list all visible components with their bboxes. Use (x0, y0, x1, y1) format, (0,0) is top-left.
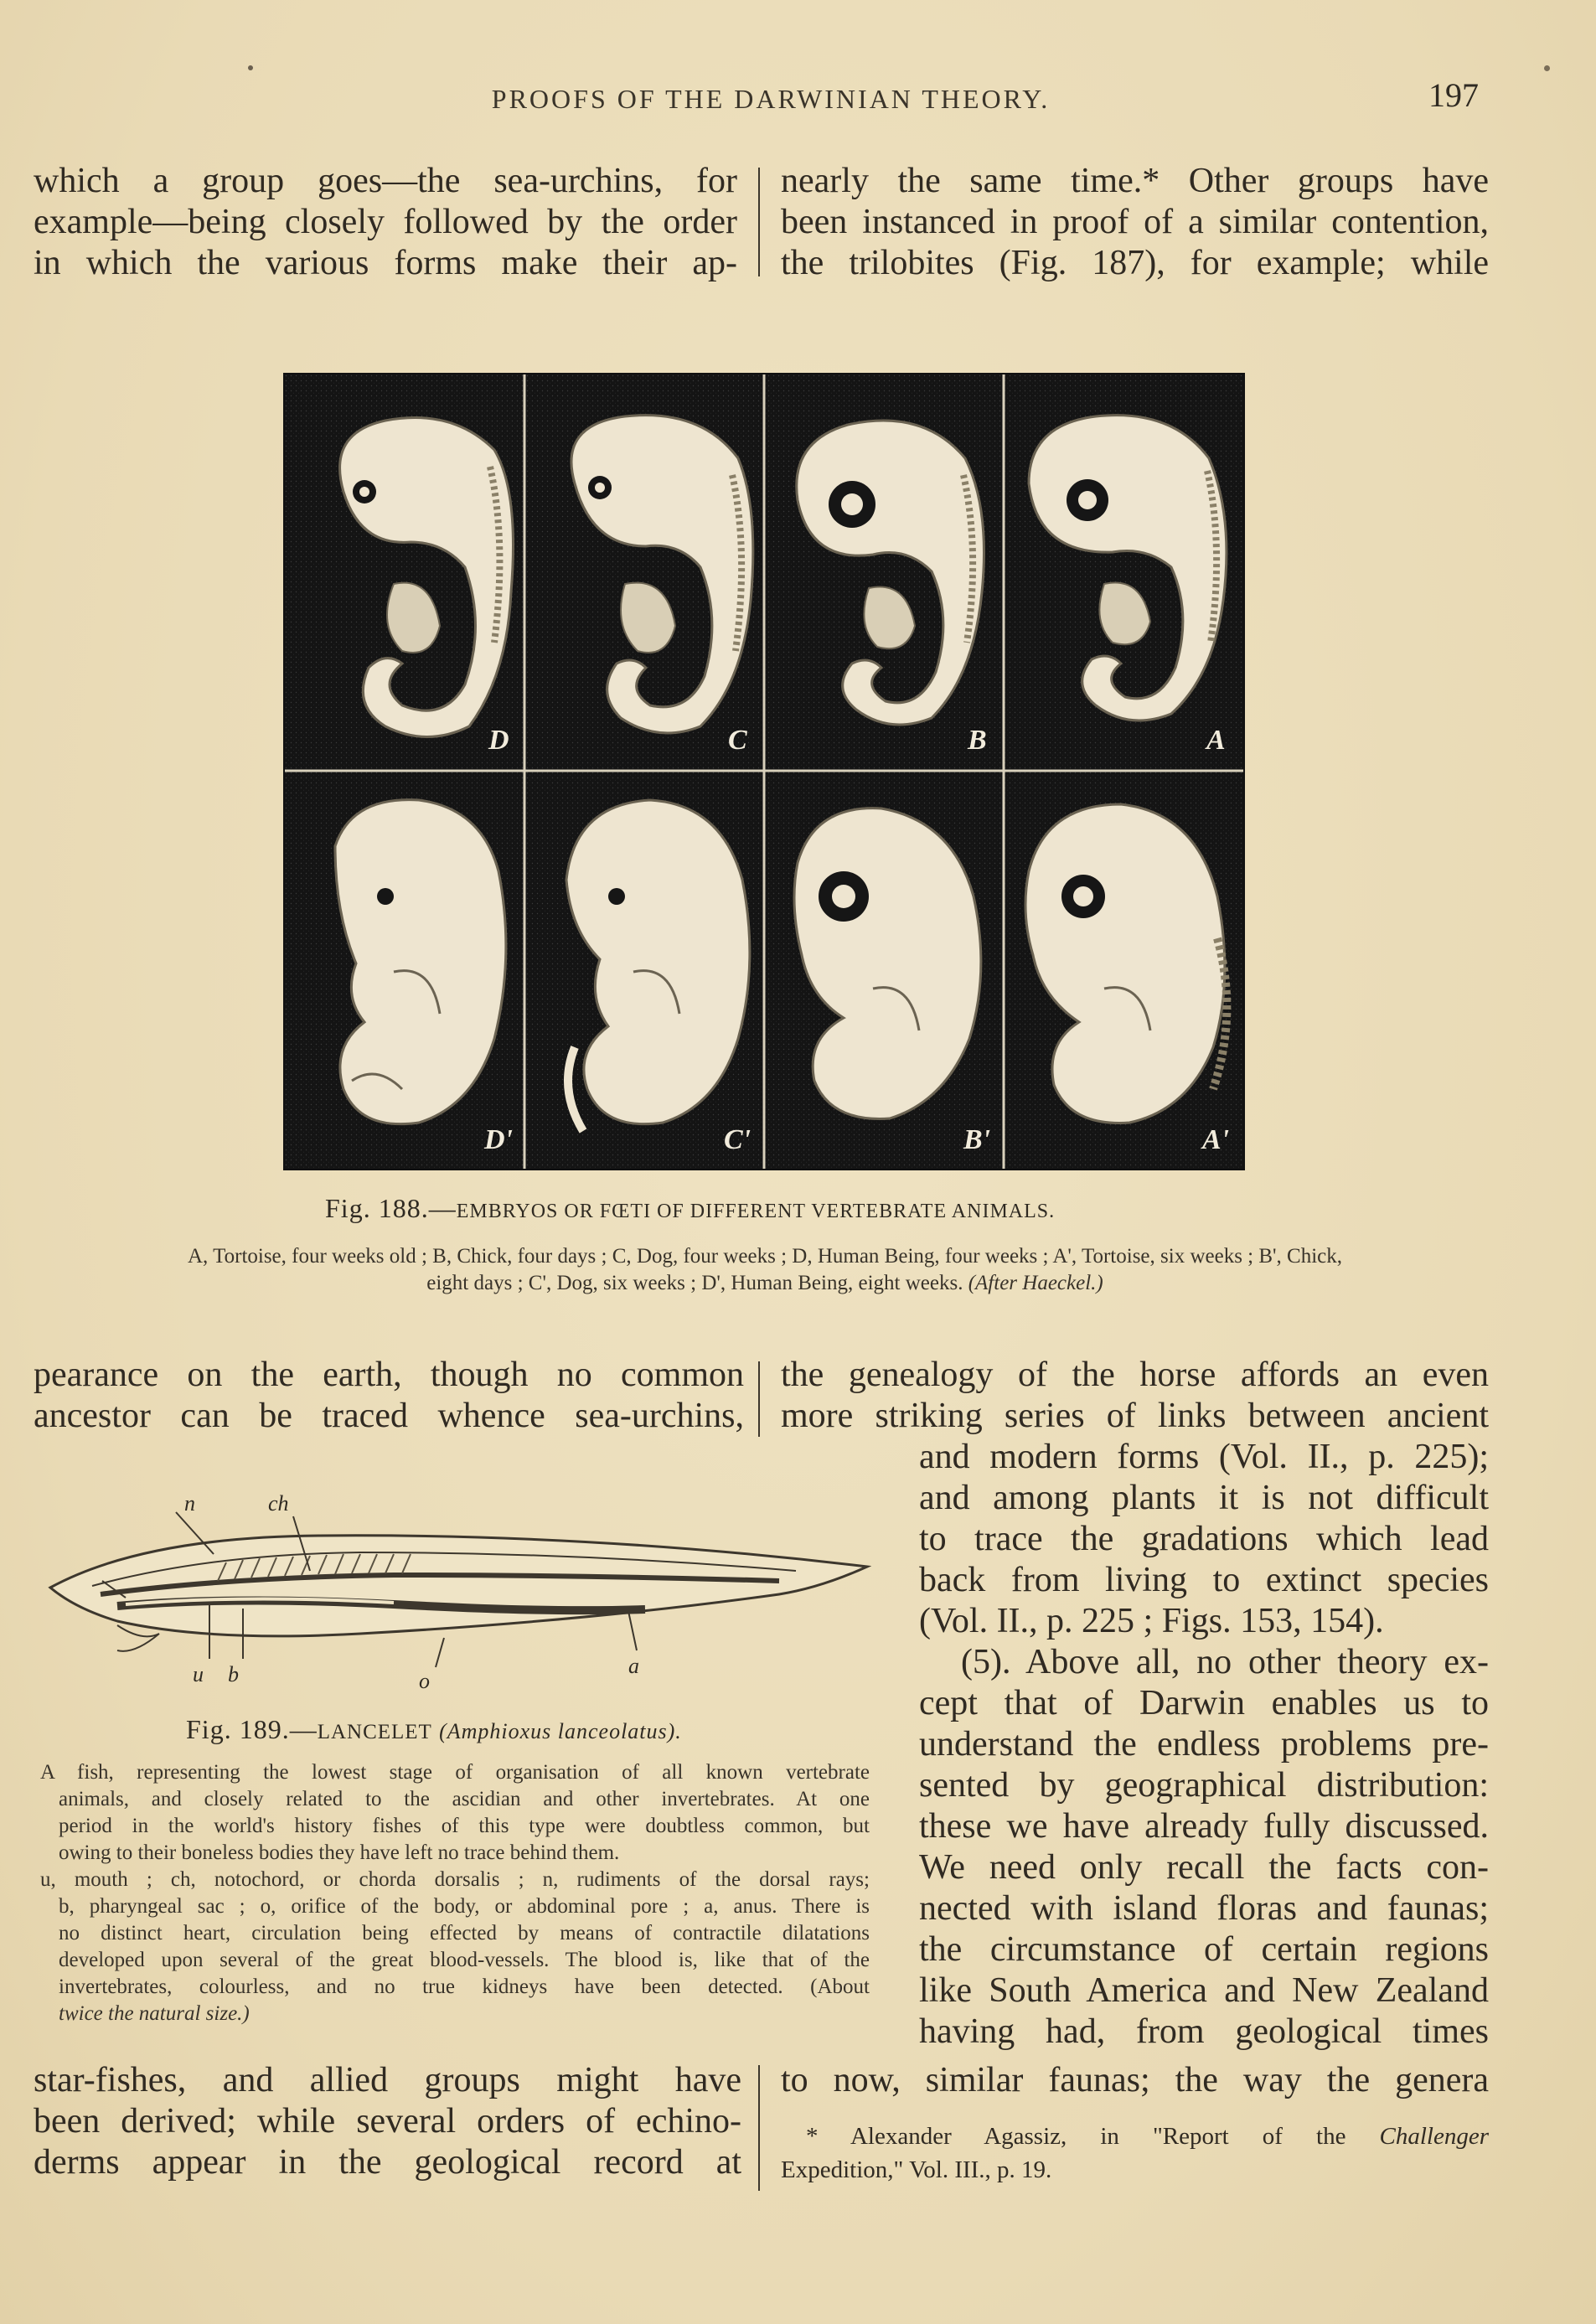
panel-label: A' (1202, 1124, 1230, 1155)
text-line: pearance on the earth, though no common (34, 1356, 744, 1394)
footnote-text: * Alexander Agassiz, in "Report of the (806, 2123, 1346, 2150)
column-rule (758, 1361, 760, 1437)
label-n: n (184, 1491, 195, 1516)
lancelet-description (40, 1759, 870, 2027)
footnote (781, 2120, 1489, 2187)
text-line: We need only recall the facts con- (919, 1848, 1489, 1887)
panel-label: A (1206, 725, 1226, 756)
embryo-B-prime (794, 808, 981, 1119)
bottom-right-column (781, 2060, 1489, 2101)
text-line: nected with island floras and faunas; (919, 1889, 1489, 1928)
text-line: the trilobites (Fig. 187), for example; while (781, 244, 1489, 282)
text-line: to trace the gradations which lead (919, 1520, 1489, 1558)
footnote-title: Challenger (1379, 2123, 1490, 2150)
text-line: cept that of Darwin enables us to (919, 1684, 1489, 1722)
key-line: u, mouth ; ch, notochord, or chorda dorsalis ; n, rudiments of the dorsal rays; (40, 1868, 870, 1891)
text-line: ancestor can be traced whence sea-urchins, (34, 1397, 744, 1435)
text-line: derms appear in the geological record at (34, 2143, 741, 2182)
text-line: been derived; while several orders of echino- (34, 2102, 741, 2141)
column-rule (758, 2065, 760, 2191)
desc-line: owing to their boneless bodies they have left no trace behind them. (59, 1841, 620, 1864)
ink-speck (1544, 65, 1550, 71)
top-left-column (34, 161, 737, 284)
mid-left-column (34, 1355, 744, 1437)
text-line: and among plants it is not difficult (919, 1479, 1489, 1517)
lancelet-illustration (42, 1487, 871, 1705)
column-rule (758, 168, 760, 276)
panel-label: C (728, 725, 747, 756)
panel-label: D' (484, 1124, 513, 1155)
page-number: 197 (1428, 76, 1479, 114)
text-line: back from living to extinct species (919, 1561, 1489, 1599)
text-line: to now, similar faunas; the way the genera (781, 2061, 1489, 2099)
embryo-plate-illustration (285, 374, 1243, 1169)
text-line: understand the endless problems pre- (919, 1725, 1489, 1764)
figure-title: LANCELET (317, 1721, 432, 1743)
text-line: star-fishes, and allied groups might have (34, 2061, 741, 2099)
figure-number: Fig. 188.— (325, 1193, 457, 1223)
legend-line (65, 1270, 1464, 1297)
text-line: these we have already fully discussed. (919, 1807, 1489, 1846)
legend-text: eight days ; C', Dog, six weeks ; D', Human Being, eight weeks. (426, 1272, 963, 1294)
lancelet-figure (42, 1487, 871, 1705)
text-line: example—being closely followed by the order (34, 203, 737, 241)
figure-legend (65, 1243, 1464, 1297)
desc-line: period in the world's history fishes of this type were doubtless common, but (59, 1815, 870, 1837)
footnote-line (781, 2120, 1489, 2153)
panel-label: B (968, 725, 987, 756)
key-line: invertebrates, colourless, and no true kidneys have been detected. (About (59, 1975, 870, 1998)
text-line: which a group goes—the sea-urchins, for (34, 162, 737, 200)
text-line: more striking series of links between ancient (781, 1397, 1489, 1435)
figure-number: Fig. 189.— (186, 1714, 318, 1744)
text-line: like South America and New Zealand (919, 1971, 1489, 2010)
running-head: PROOFS OF THE DARWINIAN THEORY. (491, 84, 1051, 114)
embryo-A-prime (1025, 804, 1227, 1123)
legend-line: A, Tortoise, four weeks old ; B, Chick, four days ; C, Dog, four weeks ; D, Human Being, four weeks ; A', Tortoise, six weeks ; B', Chick, (187, 1245, 1343, 1268)
text-line: the genealogy of the horse affords an even (781, 1356, 1489, 1394)
top-right-column (781, 161, 1489, 284)
figure-caption (325, 1193, 1272, 1224)
label-a: a (628, 1654, 639, 1678)
label-o: o (419, 1669, 430, 1693)
text-line: in which the various forms make their ap- (34, 244, 737, 282)
panel-label: B' (963, 1124, 991, 1155)
text-line: (5). Above all, no other theory ex- (961, 1643, 1489, 1681)
key-line: b, pharyngeal sac ; o, orifice of the body, or abdominal pore ; a, anus. There is (59, 1895, 870, 1918)
text-line: the circumstance of certain regions (919, 1930, 1489, 1969)
lancelet-caption (186, 1714, 682, 1745)
desc-line: A fish, representing the lowest stage of organisation of all known vertebrate (40, 1761, 870, 1784)
figure-title: EMBRYOS OR FŒTI OF DIFFERENT VERTEBRATE ANIMALS. (456, 1201, 1056, 1222)
key-line: developed upon several of the great blood-vessels. The blood is, like that of the (59, 1949, 870, 1971)
text-line: having had, from geological times (919, 2012, 1489, 2051)
figure-latin-name: (Amphioxus lanceolatus). (439, 1719, 682, 1743)
mid-right-column (781, 1355, 1489, 1437)
label-b: b (228, 1662, 239, 1686)
footnote-line: Expedition," Vol. III., p. 19. (781, 2156, 1052, 2183)
text-line: nearly the same time.* Other groups have (781, 162, 1489, 200)
legend-credit: (After Haeckel.) (968, 1272, 1103, 1294)
panel-label: C' (724, 1124, 752, 1155)
text-line: (Vol. II., p. 225 ; Figs. 153, 154). (919, 1602, 1384, 1640)
key-line: twice the natural size.) (59, 2002, 250, 2025)
text-line: sented by geographical distribution: (919, 1766, 1489, 1805)
bottom-left-column (34, 2060, 741, 2183)
mid-right-narrow-column (919, 1437, 1489, 2053)
text-line: and modern forms (Vol. II., p. 225); (919, 1438, 1489, 1476)
text-line: been instanced in proof of a similar contention, (781, 203, 1489, 241)
key-line: no distinct heart, circulation being effected by means of contractile dilatations (59, 1922, 870, 1944)
desc-line: animals, and closely related to the ascidian and other invertebrates. At one (59, 1788, 870, 1810)
panel-label: D (488, 725, 509, 756)
embryo-plate (283, 373, 1245, 1170)
label-u: u (193, 1662, 204, 1686)
label-ch: ch (268, 1491, 289, 1516)
ink-speck (248, 65, 253, 70)
